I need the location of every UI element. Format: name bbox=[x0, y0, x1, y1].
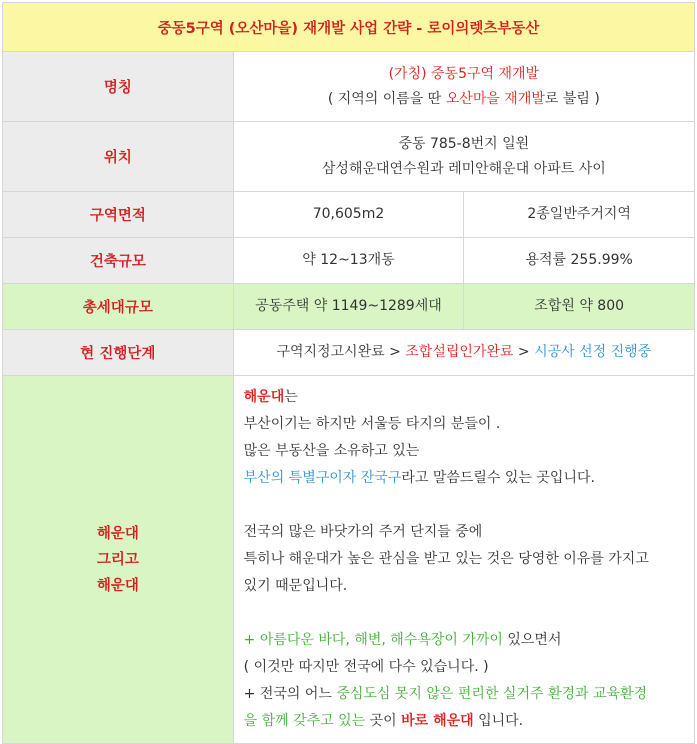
value-members: 조합원 약 800 bbox=[464, 284, 695, 330]
progress-separator: > bbox=[513, 344, 535, 360]
location-line2: 삼성해운대연수원과 레미안해운대 아파트 사이 bbox=[321, 160, 606, 177]
progress-step3: 시공사 선정 진행중 bbox=[534, 344, 652, 360]
value-location bbox=[233, 122, 694, 192]
desc-living-env: 중심도심 못지 않은 편리한 실거주 환경과 교육환경 bbox=[336, 686, 648, 702]
name-line2 bbox=[235, 87, 693, 112]
desc-p3-line3-a: + 전국의 어느 bbox=[243, 686, 337, 702]
value-area-zone: 2종일반주거지역 bbox=[464, 192, 695, 238]
location-line1: 중동 785-8번지 일원 bbox=[398, 135, 530, 152]
desc-p2-line2: 특히나 해운대가 높은 관심을 받고 있는 것은 당영한 이유를 가지고 bbox=[243, 551, 649, 567]
value-progress bbox=[233, 330, 694, 376]
label-progress: 현 진행단계 bbox=[3, 330, 234, 376]
info-table bbox=[2, 2, 695, 744]
desc-special-district: 부산의 특별구이자 잔국구 bbox=[243, 470, 402, 486]
label-haeundae bbox=[3, 376, 234, 744]
label-location: 위치 bbox=[3, 122, 234, 192]
row-location bbox=[3, 122, 695, 192]
desc-head-tail: 는 bbox=[284, 389, 298, 405]
value-area-size: 70,605m2 bbox=[233, 192, 464, 238]
value-name bbox=[233, 52, 694, 122]
row-scale bbox=[3, 238, 695, 284]
table-title: 중동5구역 (오산마을) 재개발 사업 간략 - 로이의렛츠부동산 bbox=[3, 3, 695, 52]
desc-p1-line4 bbox=[244, 465, 684, 492]
desc-beach-point: + 아름다운 바다, 해변, 해수욕장이 가까이 bbox=[243, 632, 503, 648]
row-area bbox=[3, 192, 695, 238]
row-households bbox=[3, 284, 695, 330]
desc-p3-line1 bbox=[244, 627, 684, 654]
desc-p3-line1-tail: 있으면서 bbox=[502, 632, 562, 648]
label-name: 명칭 bbox=[3, 52, 234, 122]
label-households: 총세대규모 bbox=[3, 284, 234, 330]
label-scale: 건축규모 bbox=[3, 238, 234, 284]
value-households: 공동주택 약 1149~1289세대 bbox=[233, 284, 464, 330]
progress-step1: 구역지정고시완료 > bbox=[276, 344, 406, 360]
label-haeundae-2: 그리고 bbox=[96, 551, 139, 568]
row-name bbox=[3, 52, 695, 122]
progress-step2: 조합설립인가완료 bbox=[405, 344, 514, 360]
name-line2-c: 로 불림 ) bbox=[544, 90, 600, 107]
desc-p1-line2: 부산이기는 하지만 서울등 타지의 분들이 . bbox=[243, 416, 501, 432]
label-haeundae-1: 해운대 bbox=[96, 525, 139, 542]
desc-haeundae-bold: 해운대 bbox=[243, 389, 285, 405]
desc-living-env-cont: 을 함께 갖추고 있는 bbox=[243, 713, 366, 729]
name-line1: (가칭) 중동5구역 재개발 bbox=[388, 65, 540, 82]
row-haeundae bbox=[3, 376, 695, 744]
desc-p1-line4-tail: 라고 말씀드릴수 있는 곳입니다. bbox=[401, 470, 595, 486]
label-haeundae-3: 해운대 bbox=[96, 577, 139, 594]
haeundae-description bbox=[233, 376, 694, 744]
desc-p2-line3: 있기 때문입니다. bbox=[243, 578, 348, 594]
desc-p3-line4 bbox=[244, 708, 684, 735]
desc-haeundae-final: 바로 해운대 bbox=[401, 713, 474, 729]
desc-p1-line3: 많은 부동산을 소유하고 있는 bbox=[243, 443, 420, 459]
desc-p1-head bbox=[244, 384, 684, 411]
name-line2-a: ( 지역의 이름을 딴 bbox=[327, 90, 446, 107]
desc-p2-line1: 전국의 많은 바닷가의 주거 단지들 중에 bbox=[243, 524, 483, 540]
name-line2-highlight: 오산마을 재개발 bbox=[445, 90, 545, 107]
row-progress bbox=[3, 330, 695, 376]
desc-p3-line3 bbox=[244, 681, 684, 708]
spacer bbox=[244, 600, 684, 627]
spacer bbox=[244, 492, 684, 519]
value-floor-area-ratio: 용적률 255.99% bbox=[464, 238, 695, 284]
value-buildings: 약 12~13개동 bbox=[233, 238, 464, 284]
desc-p3-line4-b: 곳이 bbox=[365, 713, 402, 729]
desc-p3-line4-end: 입니다. bbox=[473, 713, 524, 729]
label-area: 구역면적 bbox=[3, 192, 234, 238]
desc-p3-line2: ( 이것만 따지만 전국에 다수 있습니다. ) bbox=[243, 659, 489, 675]
